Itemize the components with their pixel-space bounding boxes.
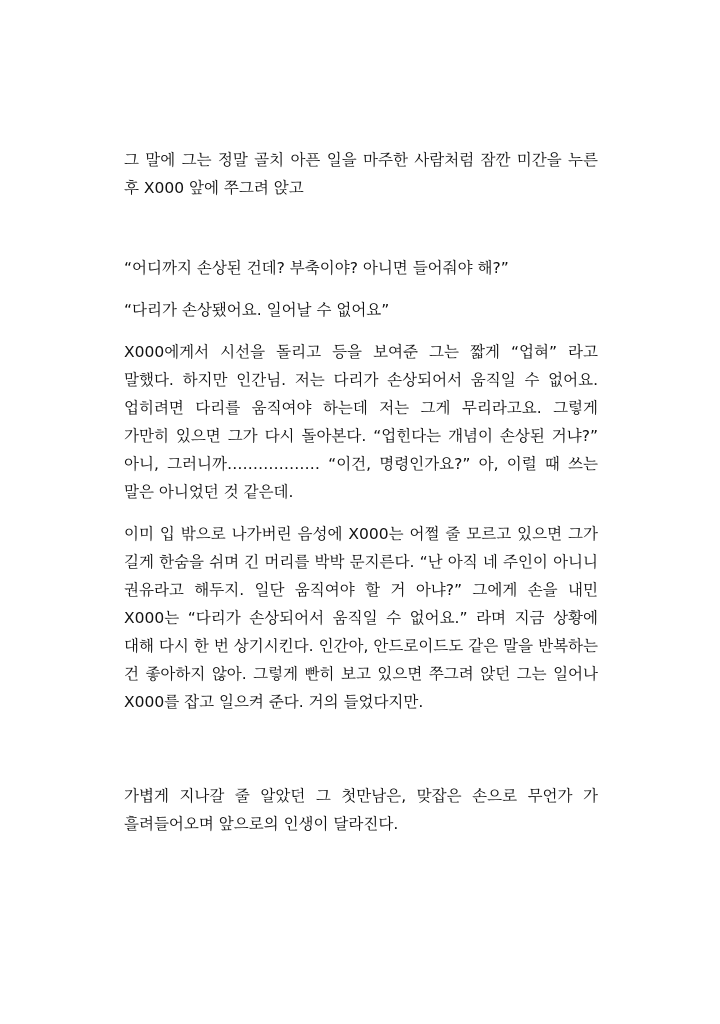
paragraph-piggyback: X000에게서 시선을 돌리고 등을 보여준 그는 짧게 “업혀” 라고 말했다. 하지만 인간님. 저는 다리가 손상되어서 움직일 수 없어요. 업히려면 다리를 움직여야 하는데 저는 그게 무리라고요. 그렇게 가만히 있으면 그가 다시 돌아본다. “업힌다는 개념이 손상된 거냐?” 아니, 그러니까……………… “이건, 명령인가요?” 아, 이럴 때 쓰는 말은 아니었던 것 같은데. [124,343,598,501]
dialogue-question: “어디까지 손상된 건데? 부축이야? 아니면 들어줘야 해?” [124,259,509,277]
document-page [124,146,598,852]
paragraph-standing-up: 이미 입 밖으로 나가버린 음성에 X000는 어쩔 줄 모르고 있으면 그가 길게 한숨을 쉬며 긴 머리를 박박 문지른다. “난 아직 네 주인이 아니니 권유라고 해두지. 일단 움직여야 할 거 아냐?” 그에게 손을 내민 X000는 “다리가 손상되어서 움직일 수 없어요.” 라며 지금 상황에 대해 다시 한 번 상기시킨다. 인간아, 안드로이드도 같은 말을 반복하는 건 좋아하지 않아. 그렇게 빤히 보고 있으면 쭈그려 앉던 그는 일어나 X000를 잡고 일으켜 준다. 거의 들었다지만. [124,525,598,711]
dialogue-answer: “다리가 손상됐어요. 일어날 수 없어요” [124,301,390,319]
paragraph-intro: 그 말에 그는 정말 골치 아픈 일을 마주한 사람처럼 잠깐 미간을 누른 후 X000 앞에 쭈그려 앉고 [124,151,598,197]
paragraph-closing: 가볍게 지나갈 줄 알았던 그 첫만남은, 맞잡은 손으로 무언가 가 흘려들어오며 앞으로의 인생이 달라진다. [124,787,598,833]
